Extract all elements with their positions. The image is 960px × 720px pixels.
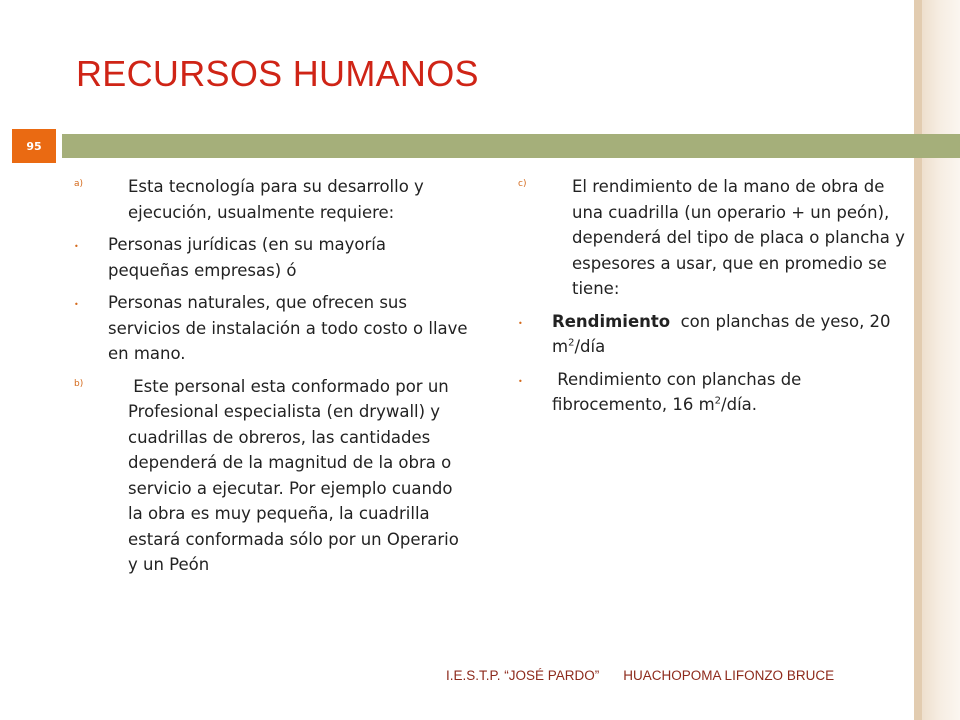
- title-divider-bar: [62, 134, 960, 158]
- superscript: 2: [714, 395, 722, 407]
- bullet-icon: •: [518, 376, 523, 386]
- bullet-bold-text: Rendimiento: [552, 311, 671, 331]
- bullet-item: [74, 290, 468, 367]
- bullet-item: [518, 367, 908, 418]
- footer-author: HUACHOPOMA LIFONZO BRUCE: [623, 668, 835, 683]
- bullet-text-tail: /día.: [721, 395, 758, 414]
- bullet-icon: •: [518, 318, 523, 328]
- list-item-b: [74, 374, 468, 578]
- bullet-text-tail: /día: [574, 337, 606, 356]
- bullet-icon: •: [74, 300, 79, 309]
- list-marker: c): [518, 179, 527, 189]
- bullet-item: [518, 309, 908, 360]
- list-item-text: Esta tecnología para su desarrollo y ejecución, usualmente requiere:: [128, 177, 424, 222]
- superscript: 2: [568, 337, 575, 349]
- right-column: [518, 174, 908, 425]
- slide-number: 95: [26, 139, 42, 153]
- slide-title: RECURSOS HUMANOS: [76, 53, 479, 94]
- list-item-text: El rendimiento de la mano de obra de una cuadrilla (un operario + un peón), dependerá del tipo de placa o plancha y espesores a usar, que en promedio se tiene:: [572, 177, 905, 298]
- list-marker: b): [74, 378, 84, 389]
- footer-institution: I.E.S.T.P. “JOSÉ PARDO”: [446, 668, 600, 683]
- decorative-side-band: [914, 0, 960, 720]
- list-item-c: [518, 174, 908, 302]
- bullet-text: Personas naturales, que ofrecen sus servicios de instalación a todo costo o llave en mano.: [108, 293, 468, 363]
- bullet-text: Rendimiento con planchas de fibrocemento, 16 m: [552, 369, 807, 414]
- bullet-text: Personas jurídicas (en su mayoría pequeñas empresas) ó: [108, 235, 387, 280]
- bullet-item: [74, 232, 468, 283]
- list-item-a: [74, 174, 468, 225]
- footer: [446, 668, 834, 683]
- bullet-text: con planchas de yeso, 20 m: [552, 311, 896, 356]
- bullet-icon: •: [74, 242, 79, 251]
- slide-number-badge: [12, 129, 56, 163]
- left-column: [74, 174, 468, 585]
- list-item-text: Este personal esta conformado por un Profesional especialista (en drywall) y cuadrillas de obreros, las cantidades dependerá de la magnitud de la obra o servicio a ejecutar. Por ejemplo cuando la obra es muy pequeña, la cuadrilla estará conformada sólo por un Operario y un Peón: [128, 376, 465, 574]
- list-marker: a): [74, 179, 84, 189]
